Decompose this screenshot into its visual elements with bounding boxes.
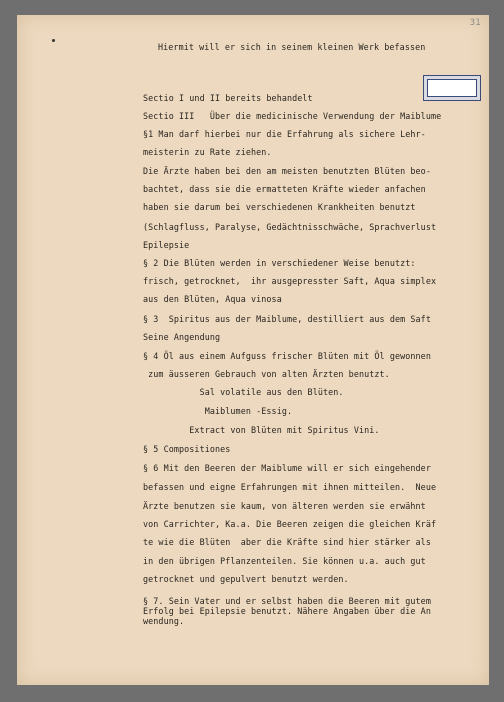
text-line: Epilepsie	[143, 240, 190, 250]
text-line: Die Ärzte haben bei den am meisten benutzten Blüten beo-	[143, 166, 431, 176]
punch-mark	[52, 39, 55, 42]
text-line: befassen und eigne Erfahrungen mit ihnen mitteilen. Neue	[143, 482, 437, 492]
text-line: haben sie darum bei verschiedenen Krankheiten benutzt	[143, 202, 416, 212]
text-line: § 3 Spiritus aus der Maiblume, destilliert aus dem Saft	[143, 314, 431, 324]
archive-stamp	[423, 75, 481, 101]
text-line: getrocknet und gepulvert benutzt werden.	[143, 574, 349, 584]
text-line: § 7. Sein Vater und er selbst haben die Beeren mit gutem	[143, 596, 431, 606]
text-line: Extract von Blüten mit Spiritus Vini.	[143, 425, 380, 435]
text-line: Seine Angendung	[143, 332, 221, 342]
document-heading: Hiermit will er sich in seinem kleinen Werk befassen	[158, 42, 426, 52]
text-line: zum äusseren Gebrauch von alten Ärzten benutzt.	[143, 369, 390, 379]
text-line: Sectio III Über die medicinische Verwendung der Maiblume	[143, 111, 442, 121]
text-line: frisch, getrocknet, ihr ausgepresster Saft, Aqua simplex	[143, 276, 437, 286]
text-line: te wie die Blüten aber die Kräfte sind hier stärker als	[143, 537, 431, 547]
text-line: Ärzte benutzen sie kaum, von älteren werden sie erwähnt	[143, 501, 426, 511]
text-line: § 2 Die Blüten werden in verschiedener Weise benutzt:	[143, 258, 416, 268]
archive-page-number: 31	[469, 18, 481, 28]
text-line: bachtet, dass sie die ermatteten Kräfte wieder anfachen	[143, 184, 426, 194]
text-line: Maiblumen -Essig.	[143, 406, 293, 416]
text-line: von Carrichter, Ka.a. Die Beeren zeigen die gleichen Kräf	[143, 519, 437, 529]
text-line: wendung.	[143, 616, 185, 626]
text-line: (Schlagfluss, Paralyse, Gedächtnisschwäche, Sprachverlust	[143, 222, 437, 232]
text-line: meisterin zu Rate ziehen.	[143, 147, 272, 157]
text-line: § 6 Mit den Beeren der Maiblume will er sich eingehender	[143, 463, 431, 473]
text-line: in den übrigen Pflanzenteilen. Sie können u.a. auch gut	[143, 556, 426, 566]
text-line: Erfolg bei Epilepsie benutzt. Nähere Angaben über die An	[143, 606, 431, 616]
text-line: §1 Man darf hierbei nur die Erfahrung als sichere Lehr-	[143, 129, 426, 139]
text-line: § 5 Compositiones	[143, 444, 231, 454]
text-line: Sectio I und II bereits behandelt	[143, 93, 313, 103]
text-line: Sal volatile aus den Blüten.	[143, 387, 344, 397]
text-line: § 4 Öl aus einem Aufguss frischer Blüten mit Öl gewonnen	[143, 351, 431, 361]
text-line: aus den Blüten, Aqua vinosa	[143, 294, 282, 304]
